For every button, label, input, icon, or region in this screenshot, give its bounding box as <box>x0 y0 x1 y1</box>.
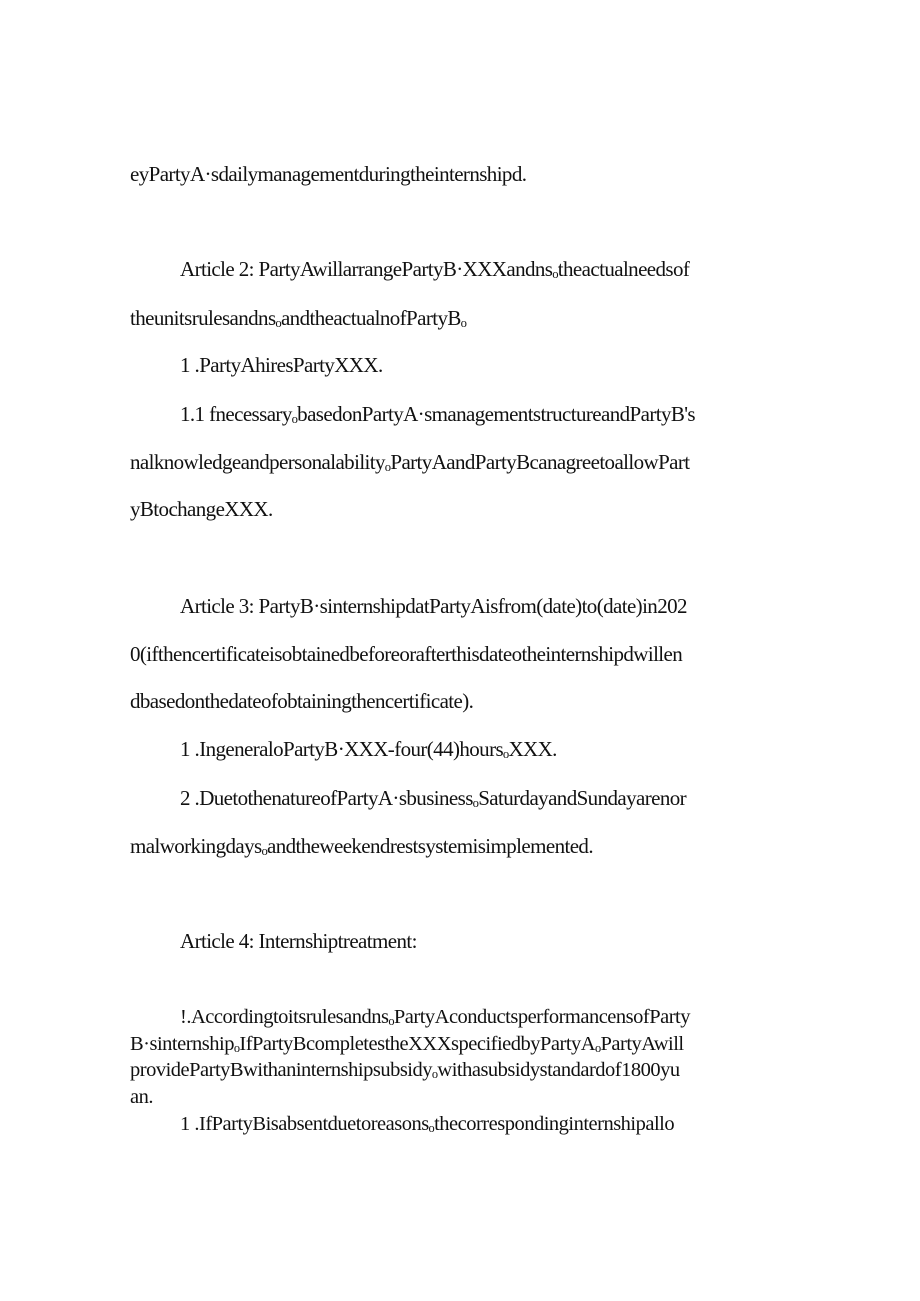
article-4-heading-line: Article 4: Internshiptreatment: <box>180 929 417 953</box>
list-item: 1.1 fnecessaryₒbasedonPartyA·smanagementstructureandPartyB's <box>180 402 696 426</box>
text-line: providePartyBwithaninternshipsubsidyₒwithasubsidystandardof1800yu <box>130 1059 680 1081</box>
text-line: 0(ifthencertificateisobtainedbeforeorafterthisdateotheinternshipdwillen <box>130 642 683 666</box>
text-line: theunitsrulesandnsₒandtheactualnofPartyBₒ <box>130 306 467 330</box>
list-item: 2 .DuetothenatureofPartyA·sbusinessₒSaturdayandSundayarenor <box>180 786 687 810</box>
article-2-heading-line: Article 2: PartyAwillarrangePartyB·XXXandnsₒtheactualneedsof <box>180 257 690 281</box>
text-line: B·sinternshipₒIfPartyBcompletestheXXXspecifiedbyPartyAₒPartyAwill <box>130 1033 684 1055</box>
text-line: yBtochangeXXX. <box>130 497 273 521</box>
text-line: eyPartyA·sdailymanagementduringtheinternshipd. <box>130 162 527 186</box>
list-item: 1 .PartyAhiresPartyXXX. <box>180 353 383 377</box>
text-line: dbasedonthedateofobtainingthencertificate). <box>130 689 474 713</box>
list-item: 1 .IfPartyBisabsentduetoreasonsₒthecorrespondinginternshipallo <box>180 1113 675 1135</box>
list-item: 1 .IngeneraloPartyB·XXX-four(44)hoursₒXXX. <box>180 737 557 761</box>
text-line: malworkingdaysₒandtheweekendrestsystemisimplemented. <box>130 834 593 858</box>
text-line: nalknowledgeandpersonalabilityₒPartyAandPartyBcanagreetoallowPart <box>130 450 690 474</box>
text-line: an. <box>130 1086 153 1108</box>
list-item: !.AccordingtoitsrulesandnsₒPartyAconductsperformancensofParty <box>180 1006 690 1028</box>
article-3-heading-line: Article 3: PartyB·sinternshipdatPartyAisfrom(date)to(date)in202 <box>180 594 687 618</box>
